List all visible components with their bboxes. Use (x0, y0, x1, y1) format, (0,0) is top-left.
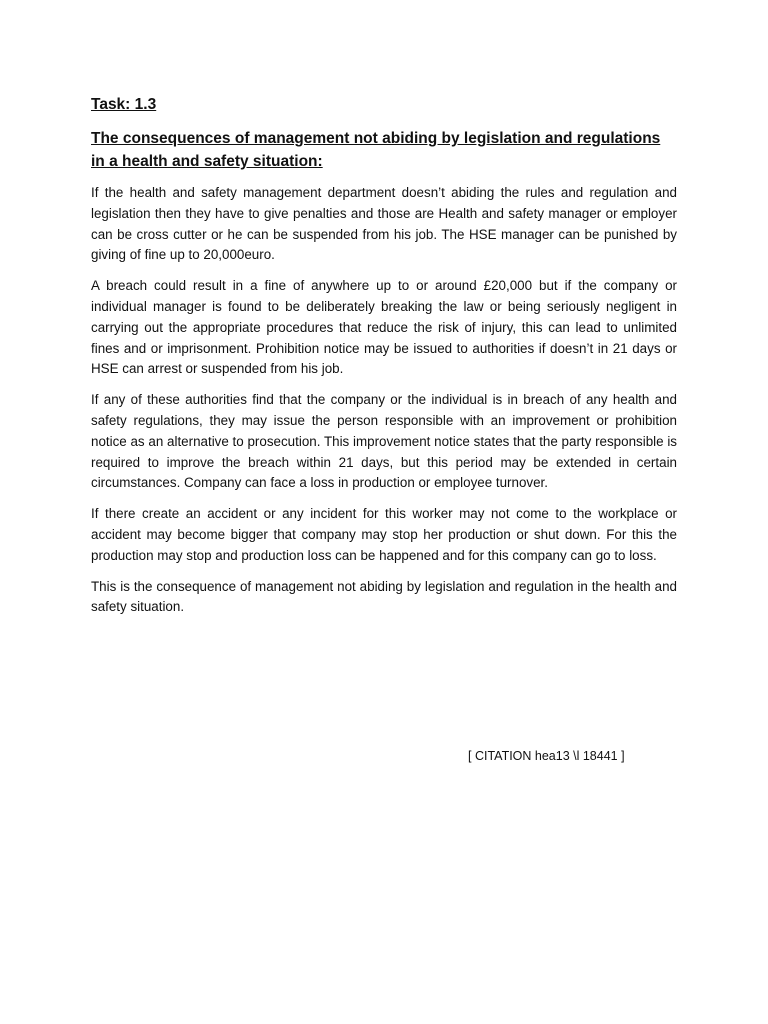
paragraph-3: If any of these authorities find that the company or the individual is in breach of any health and safety regulations, they may issue the person responsible with an improvement or prohibition notice as an alternative to prosecution. This improvement notice states that the party responsible is required to improve the breach within 21 days, but this period may be extended in certain circumstances. Company can face a loss in production or employee turnover. (91, 392, 677, 491)
paragraph-1: If the health and safety management department doesn’t abiding the rules and regulation and legislation then they have to give penalties and those are Health and safety manager or employer can be cross cutter or he can be suspended from his job. The HSE manager can be punished by giving of fine up to 20,000euro. (91, 185, 677, 263)
citation-field: [ CITATION hea13 \l 18441 ] (468, 749, 625, 763)
document-heading: The consequences of management not abiding by legislation and regulations in a health and safety situation: (91, 130, 661, 170)
document-body (91, 95, 677, 628)
paragraph-4: If there create an accident or any incident for this worker may not come to the workplace or accident may become bigger that company may stop her production or shut down. For this the production may stop and production loss can be happened and for this company can go to loss. (91, 506, 677, 563)
task-label: Task: 1.3 (91, 96, 157, 113)
paragraph-2: A breach could result in a fine of anywhere up to or around £20,000 but if the company or individual manager is found to be deliberately breaking the law or being seriously negligent in carrying out the appropriate procedures that reduce the risk of injury, this can lead to unlimited fines and or imprisonment. Prohibition notice may be issued to authorities if doesn’t in 21 days or HSE can arrest or suspended from his job. (91, 278, 677, 377)
paragraph-5: This is the consequence of management not abiding by legislation and regulation in the health and safety situation. (91, 578, 677, 615)
